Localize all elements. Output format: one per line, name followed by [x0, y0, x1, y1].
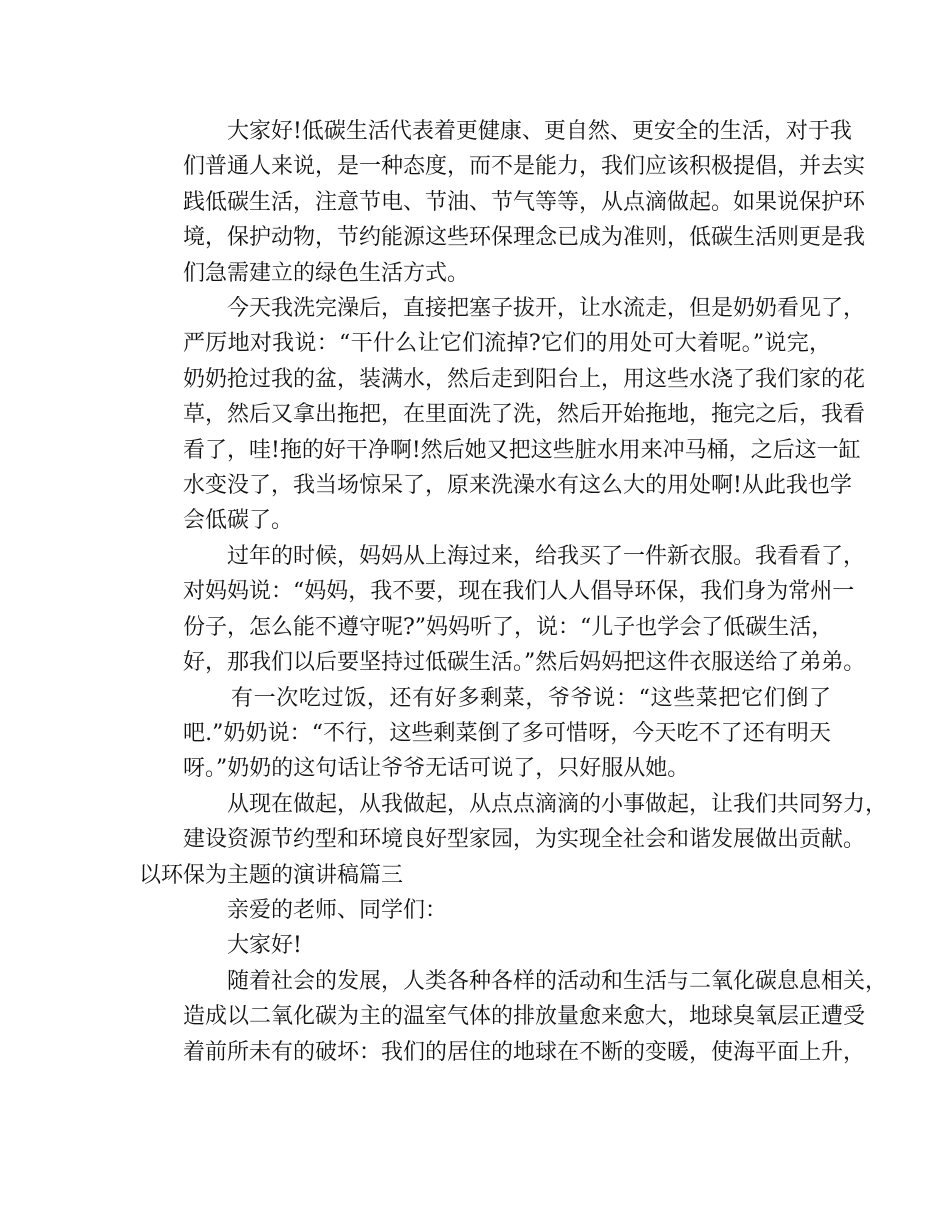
- text-line: 会低碳了。: [183, 508, 294, 534]
- text-line: 吧.”奶奶说：“不行，这些剩菜倒了多可惜呀，今天吃不了还有明天: [183, 720, 831, 746]
- text-line: 大家好!: [227, 933, 302, 959]
- text-line: 呀。”奶奶的这句话让爷爷无话可说了，只好服从她。: [183, 756, 690, 782]
- text-line: 对妈妈说：“妈妈，我不要，现在我们人人倡导环保，我们身为常州一: [183, 579, 855, 605]
- text-line: 有一次吃过饭，还有好多剩菜，爷爷说：“这些菜把它们倒了: [231, 685, 831, 711]
- text-line: 草，然后又拿出拖把，在里面洗了洗，然后开始拖地，拖完之后，我看: [183, 402, 866, 428]
- text-line: 过年的时候，妈妈从上海过来，给我买了一件新衣服。我看看了，: [227, 543, 866, 569]
- text-line: 水变没了，我当场惊呆了，原来洗澡水有这么大的用处啊!从此我也学: [183, 473, 852, 499]
- paragraph-bath-water: [139, 291, 866, 539]
- text-line: 建设资源节约型和环境良好型家园，为实现全社会和谐发展做出贡献。: [183, 827, 866, 853]
- text-line: 着前所未有的破坏：我们的居住的地球在不断的变暖，使海平面上升，: [183, 1039, 866, 1065]
- text-line: 造成以二氧化碳为主的温室气体的排放量愈来愈大，地球臭氧层正遭受: [183, 1004, 866, 1030]
- text-line: 从现在做起，从我做起，从点点滴滴的小事做起，让我们共同努力，: [227, 791, 888, 817]
- text-line: 随着社会的发展，人类各种各样的活动和生活与二氧化碳息息相关，: [227, 968, 888, 994]
- paragraph-co2: [139, 964, 888, 1070]
- text-line: 奶奶抢过我的盆，装满水，然后走到阳台上，用这些水浇了我们家的花: [183, 366, 866, 392]
- paragraph-new-year: [139, 539, 866, 681]
- text-line: 好，那我们以后要坚持过低碳生活。”然后妈妈把这件衣服送给了弟弟。: [183, 650, 866, 676]
- text-line: 看了，哇!拖的好干净啊!然后她又把这些脏水用来冲马桶，之后这一缸: [183, 437, 861, 463]
- paragraph-intro: [139, 114, 866, 291]
- salutation: [139, 893, 831, 928]
- greeting: [139, 928, 831, 963]
- text-line: 践低碳生活，注意节电、节油、节气等等，从点滴做起。如果说保护环: [183, 189, 866, 215]
- section-heading-text: 以环保为主题的演讲稿篇三: [139, 862, 404, 888]
- text-line: 份子，怎么能不遵守呢?”妈妈听了，说：“儿子也学会了低碳生活，: [183, 614, 834, 640]
- text-line: 们普通人来说，是一种态度，而不是能力，我们应该积极提倡，并去实: [183, 154, 866, 180]
- paragraph-call-to-action: [139, 787, 888, 858]
- document-body: [139, 114, 888, 1070]
- text-line: 们急需建立的绿色生活方式。: [183, 260, 470, 286]
- text-line: 今天我洗完澡后，直接把塞子拔开，让水流走，但是奶奶看见了，: [227, 296, 866, 322]
- section-heading: [139, 858, 831, 893]
- text-line: 亲爱的老师、同学们：: [227, 897, 448, 923]
- text-line: 大家好!低碳生活代表着更健康、更自然、更安全的生活，对于我: [227, 119, 852, 144]
- text-line: 严厉地对我说：“干什么让它们流掉?它们的用处可大着呢。”说完，: [183, 331, 831, 357]
- paragraph-leftovers: [139, 681, 831, 787]
- text-line: 境，保护动物，节约能源这些环保理念已成为准则，低碳生活则更是我: [183, 225, 866, 251]
